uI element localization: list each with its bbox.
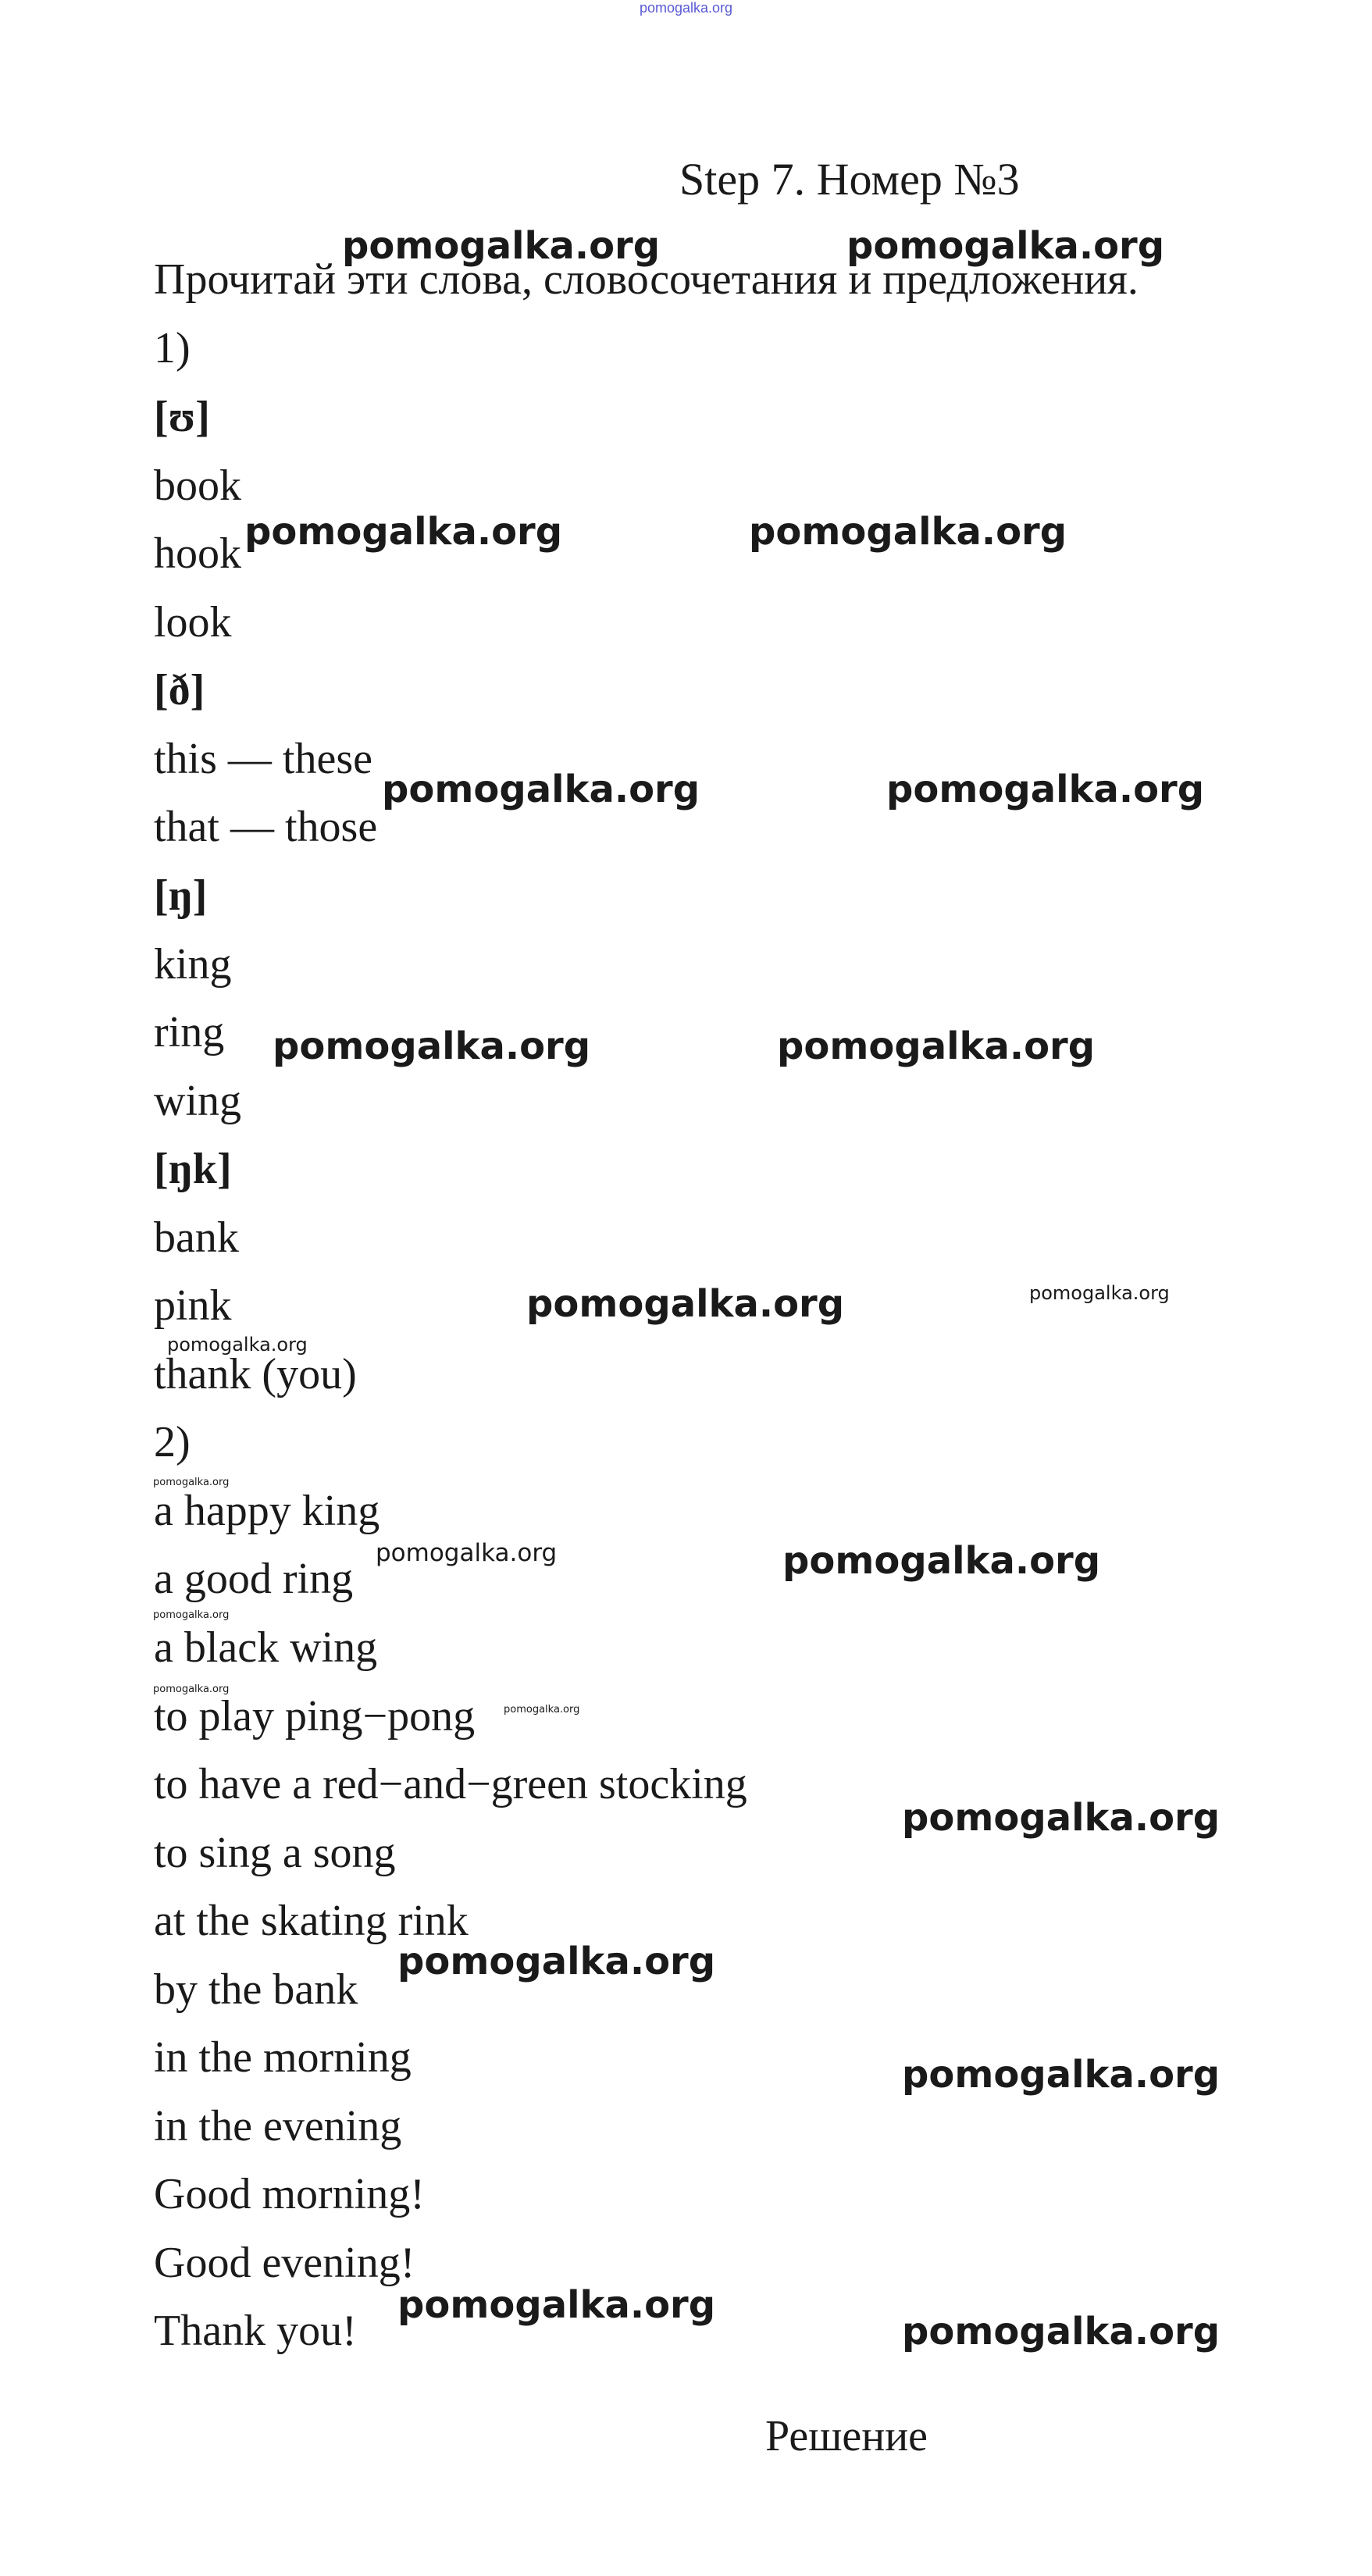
part1-label: 1) bbox=[154, 324, 191, 372]
word-item: ring bbox=[154, 1008, 225, 1056]
watermark: pomogalka.org bbox=[782, 1539, 1101, 1583]
word-item: bank bbox=[154, 1213, 239, 1262]
watermark: pomogalka.org bbox=[153, 1477, 230, 1488]
sound-label: [ʊ] bbox=[154, 393, 210, 441]
watermark: pomogalka.org bbox=[382, 768, 700, 811]
watermark: pomogalka.org bbox=[376, 1539, 558, 1567]
phrase-item: to have a red−and−green stocking bbox=[154, 1760, 747, 1808]
watermark: pomogalka.org bbox=[273, 1024, 591, 1068]
word-item: pink bbox=[154, 1281, 232, 1330]
phrase-item: a good ring bbox=[154, 1555, 354, 1603]
watermark: pomogalka.org bbox=[749, 510, 1067, 554]
phrase-item: to sing a song bbox=[154, 1829, 396, 1877]
watermark: pomogalka.org bbox=[902, 2053, 1221, 2097]
phrase-item: a happy king bbox=[154, 1487, 380, 1535]
instruction: Прочитай эти слова, словосочетания и предложения. bbox=[154, 255, 1139, 304]
watermark: pomogalka.org bbox=[342, 224, 661, 268]
watermark: pomogalka.org bbox=[244, 510, 563, 554]
watermark: pomogalka.org bbox=[397, 1940, 716, 1983]
phrase-item: at the skating rink bbox=[154, 1897, 469, 1945]
watermark: pomogalka.org bbox=[153, 1609, 230, 1621]
word-item: book bbox=[154, 461, 241, 510]
watermark: pomogalka.org bbox=[846, 224, 1165, 268]
watermark: pomogalka.org bbox=[153, 1683, 230, 1695]
word-item: that — those bbox=[154, 803, 378, 851]
phrase-item: Good evening! bbox=[154, 2239, 415, 2287]
watermark: pomogalka.org bbox=[526, 1282, 845, 1326]
phrase-item: Good morning! bbox=[154, 2170, 425, 2218]
word-item: thank (you) bbox=[154, 1350, 357, 1398]
watermark: pomogalka.org bbox=[902, 1796, 1221, 1840]
watermark: pomogalka.org bbox=[1029, 1282, 1170, 1304]
sound-label: [ŋk] bbox=[154, 1145, 232, 1193]
watermark: pomogalka.org bbox=[504, 1704, 580, 1716]
sound-label: [ð] bbox=[154, 666, 205, 714]
watermark: pomogalka.org bbox=[902, 2310, 1221, 2353]
solution-label: Решение bbox=[765, 2412, 928, 2460]
watermark: pomogalka.org bbox=[777, 1024, 1096, 1068]
word-item: look bbox=[154, 598, 232, 647]
site-link[interactable]: pomogalka.org bbox=[639, 0, 733, 16]
phrase-item: in the evening bbox=[154, 2102, 402, 2150]
word-item: hook bbox=[154, 529, 241, 578]
phrase-item: in the morning bbox=[154, 2033, 412, 2082]
watermark: pomogalka.org bbox=[397, 2283, 716, 2327]
watermark: pomogalka.org bbox=[886, 768, 1205, 811]
sound-label: [ŋ] bbox=[154, 871, 208, 920]
phrase-item: to play ping−pong bbox=[154, 1692, 476, 1740]
word-item: king bbox=[154, 940, 232, 989]
watermark: pomogalka.org bbox=[167, 1334, 308, 1356]
word-item: wing bbox=[154, 1077, 241, 1125]
page-title: Step 7. Номер №3 bbox=[679, 154, 1020, 205]
part2-label: 2) bbox=[154, 1418, 191, 1466]
word-item: this — these bbox=[154, 735, 372, 783]
phrase-item: a black wing bbox=[154, 1623, 378, 1672]
phrase-item: by the bank bbox=[154, 1965, 358, 2014]
phrase-item: Thank you! bbox=[154, 2307, 357, 2355]
